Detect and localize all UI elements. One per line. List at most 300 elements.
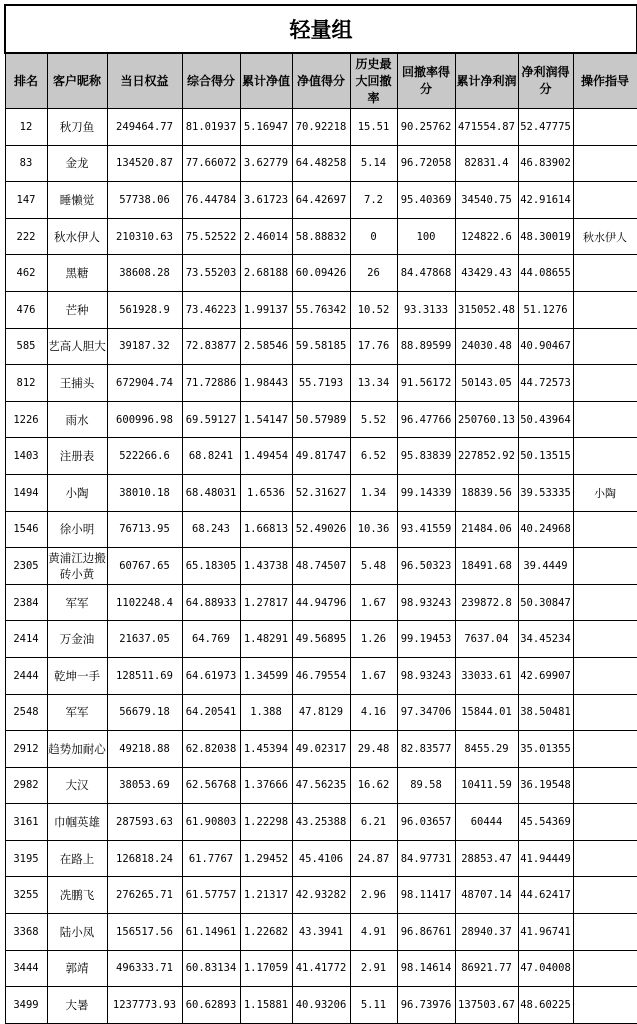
col-header-rank: 排名	[5, 53, 47, 109]
guidance-cell	[573, 328, 637, 365]
nickname-cell: 小陶	[47, 474, 107, 511]
col-header-equity: 当日权益	[107, 53, 182, 109]
nav-cell: 1.15881	[240, 987, 292, 1024]
rank-cell: 2305	[5, 548, 47, 585]
net-profit-cell: 18839.56	[455, 474, 518, 511]
nav-cell: 1.45394	[240, 731, 292, 768]
nickname-cell: 睡懒觉	[47, 182, 107, 219]
table-row	[5, 584, 637, 621]
net-profit-cell: 15844.01	[455, 694, 518, 731]
max-drawdown-cell: 13.34	[350, 365, 397, 402]
nickname-cell: 陆小凤	[47, 914, 107, 951]
profit-score-cell: 40.24968	[518, 511, 573, 548]
profit-score-cell: 51.1276	[518, 291, 573, 328]
drawdown-score-cell: 91.56172	[397, 365, 455, 402]
col-header-net-profit: 累计净利润	[455, 53, 518, 109]
rank-cell: 2444	[5, 657, 47, 694]
profit-score-cell: 40.90467	[518, 328, 573, 365]
total-score-cell: 71.72886	[182, 365, 240, 402]
drawdown-score-cell: 89.58	[397, 767, 455, 804]
max-drawdown-cell: 6.21	[350, 804, 397, 841]
nickname-cell: 冼鹏飞	[47, 877, 107, 914]
drawdown-score-cell: 99.19453	[397, 621, 455, 658]
guidance-cell	[573, 584, 637, 621]
nickname-cell: 金龙	[47, 145, 107, 182]
max-drawdown-cell: 26	[350, 255, 397, 292]
nav-score-cell: 49.56895	[292, 621, 350, 658]
equity-cell: 1102248.4	[107, 584, 182, 621]
total-score-cell: 64.88933	[182, 584, 240, 621]
drawdown-score-cell: 99.14339	[397, 474, 455, 511]
guidance-cell	[573, 694, 637, 731]
profit-score-cell: 52.47775	[518, 109, 573, 146]
net-profit-cell: 48707.14	[455, 877, 518, 914]
profit-score-cell: 39.4449	[518, 548, 573, 585]
equity-cell: 496333.71	[107, 950, 182, 987]
nav-score-cell: 45.4106	[292, 840, 350, 877]
table-row	[5, 694, 637, 731]
equity-cell: 672904.74	[107, 365, 182, 402]
nav-cell: 1.17059	[240, 950, 292, 987]
nav-cell: 1.99137	[240, 291, 292, 328]
equity-cell: 128511.69	[107, 657, 182, 694]
equity-cell: 38010.18	[107, 474, 182, 511]
profit-score-cell: 45.54369	[518, 804, 573, 841]
table-row	[5, 291, 637, 328]
nickname-cell: 巾帼英雄	[47, 804, 107, 841]
rank-cell: 3161	[5, 804, 47, 841]
rank-cell: 1226	[5, 401, 47, 438]
drawdown-score-cell: 98.93243	[397, 657, 455, 694]
total-score-cell: 64.769	[182, 621, 240, 658]
guidance-cell	[573, 401, 637, 438]
nav-score-cell: 58.88832	[292, 218, 350, 255]
drawdown-score-cell: 98.14614	[397, 950, 455, 987]
equity-cell: 287593.63	[107, 804, 182, 841]
nickname-cell: 王捕头	[47, 365, 107, 402]
equity-cell: 561928.9	[107, 291, 182, 328]
nickname-cell: 趋势加耐心	[47, 731, 107, 768]
table-row	[5, 255, 637, 292]
nickname-cell: 大暑	[47, 987, 107, 1024]
total-score-cell: 77.66072	[182, 145, 240, 182]
max-drawdown-cell: 4.16	[350, 694, 397, 731]
nav-cell: 5.16947	[240, 109, 292, 146]
guidance-cell	[573, 255, 637, 292]
total-score-cell: 61.90803	[182, 804, 240, 841]
equity-cell: 134520.87	[107, 145, 182, 182]
profit-score-cell: 50.30847	[518, 584, 573, 621]
net-profit-cell: 86921.77	[455, 950, 518, 987]
table-row	[5, 182, 637, 219]
nav-cell: 1.27817	[240, 584, 292, 621]
nickname-cell: 秋水伊人	[47, 218, 107, 255]
rank-cell: 222	[5, 218, 47, 255]
drawdown-score-cell: 82.83577	[397, 731, 455, 768]
net-profit-cell: 471554.87	[455, 109, 518, 146]
profit-score-cell: 50.43964	[518, 401, 573, 438]
drawdown-score-cell: 96.86761	[397, 914, 455, 951]
rank-cell: 3444	[5, 950, 47, 987]
max-drawdown-cell: 16.62	[350, 767, 397, 804]
nav-score-cell: 64.48258	[292, 145, 350, 182]
nickname-cell: 万金油	[47, 621, 107, 658]
table-row	[5, 877, 637, 914]
table-row	[5, 218, 637, 255]
col-header-nav: 累计净值	[240, 53, 292, 109]
nickname-cell: 大汉	[47, 767, 107, 804]
nickname-cell: 艺高人胆大	[47, 328, 107, 365]
rank-cell: 1403	[5, 438, 47, 475]
drawdown-score-cell: 96.72058	[397, 145, 455, 182]
net-profit-cell: 21484.06	[455, 511, 518, 548]
nickname-cell: 军军	[47, 694, 107, 731]
nav-cell: 3.61723	[240, 182, 292, 219]
nav-cell: 1.34599	[240, 657, 292, 694]
max-drawdown-cell: 5.52	[350, 401, 397, 438]
drawdown-score-cell: 98.11417	[397, 877, 455, 914]
guidance-cell	[573, 767, 637, 804]
total-score-cell: 61.7767	[182, 840, 240, 877]
col-header-profit-score: 净利润得分	[518, 53, 573, 109]
drawdown-score-cell: 100	[397, 218, 455, 255]
nav-cell: 1.48291	[240, 621, 292, 658]
table-row	[5, 438, 637, 475]
table-row	[5, 365, 637, 402]
profit-score-cell: 48.60225	[518, 987, 573, 1024]
max-drawdown-cell: 10.52	[350, 291, 397, 328]
nav-cell: 1.49454	[240, 438, 292, 475]
guidance-cell	[573, 365, 637, 402]
nickname-cell: 黑糖	[47, 255, 107, 292]
rank-cell: 2912	[5, 731, 47, 768]
table-row	[5, 731, 637, 768]
rank-cell: 147	[5, 182, 47, 219]
equity-cell: 49218.88	[107, 731, 182, 768]
drawdown-score-cell: 96.73976	[397, 987, 455, 1024]
equity-cell: 39187.32	[107, 328, 182, 365]
rank-cell: 462	[5, 255, 47, 292]
nav-cell: 1.98443	[240, 365, 292, 402]
col-header-total-score: 综合得分	[182, 53, 240, 109]
rank-cell: 3195	[5, 840, 47, 877]
header-row	[5, 53, 637, 109]
equity-cell: 522266.6	[107, 438, 182, 475]
max-drawdown-cell: 2.96	[350, 877, 397, 914]
max-drawdown-cell: 5.14	[350, 145, 397, 182]
nav-score-cell: 42.93282	[292, 877, 350, 914]
total-score-cell: 69.59127	[182, 401, 240, 438]
table-row	[5, 474, 637, 511]
drawdown-score-cell: 97.34706	[397, 694, 455, 731]
drawdown-score-cell: 96.47766	[397, 401, 455, 438]
guidance-cell	[573, 840, 637, 877]
ranking-sheet	[4, 4, 636, 1024]
rank-cell: 3368	[5, 914, 47, 951]
nav-score-cell: 64.42697	[292, 182, 350, 219]
profit-score-cell: 47.04008	[518, 950, 573, 987]
nav-score-cell: 44.94796	[292, 584, 350, 621]
total-score-cell: 65.18305	[182, 548, 240, 585]
profit-score-cell: 48.30019	[518, 218, 573, 255]
net-profit-cell: 8455.29	[455, 731, 518, 768]
guidance-cell	[573, 182, 637, 219]
equity-cell: 56679.18	[107, 694, 182, 731]
profit-score-cell: 39.53335	[518, 474, 573, 511]
col-header-nav-score: 净值得分	[292, 53, 350, 109]
nav-score-cell: 70.92218	[292, 109, 350, 146]
equity-cell: 210310.63	[107, 218, 182, 255]
max-drawdown-cell: 6.52	[350, 438, 397, 475]
nav-cell: 2.58546	[240, 328, 292, 365]
nav-score-cell: 43.3941	[292, 914, 350, 951]
guidance-cell: 秋水伊人	[573, 218, 637, 255]
nav-score-cell: 49.02317	[292, 731, 350, 768]
nav-score-cell: 52.49026	[292, 511, 350, 548]
rank-cell: 83	[5, 145, 47, 182]
equity-cell: 276265.71	[107, 877, 182, 914]
max-drawdown-cell: 4.91	[350, 914, 397, 951]
nav-score-cell: 52.31627	[292, 474, 350, 511]
net-profit-cell: 7637.04	[455, 621, 518, 658]
total-score-cell: 73.46223	[182, 291, 240, 328]
total-score-cell: 64.20541	[182, 694, 240, 731]
net-profit-cell: 43429.43	[455, 255, 518, 292]
equity-cell: 38608.28	[107, 255, 182, 292]
max-drawdown-cell: 0	[350, 218, 397, 255]
net-profit-cell: 82831.4	[455, 145, 518, 182]
nav-score-cell: 43.25388	[292, 804, 350, 841]
rank-cell: 585	[5, 328, 47, 365]
table-body	[5, 109, 637, 1024]
equity-cell: 21637.05	[107, 621, 182, 658]
nav-cell: 2.46014	[240, 218, 292, 255]
rank-cell: 2414	[5, 621, 47, 658]
profit-score-cell: 44.62417	[518, 877, 573, 914]
total-score-cell: 68.243	[182, 511, 240, 548]
rank-cell: 2384	[5, 584, 47, 621]
max-drawdown-cell: 29.48	[350, 731, 397, 768]
nickname-cell: 军军	[47, 584, 107, 621]
rank-cell: 3255	[5, 877, 47, 914]
total-score-cell: 72.83877	[182, 328, 240, 365]
net-profit-cell: 315052.48	[455, 291, 518, 328]
nickname-cell: 注册表	[47, 438, 107, 475]
table-row	[5, 145, 637, 182]
profit-score-cell: 46.83902	[518, 145, 573, 182]
nav-score-cell: 55.76342	[292, 291, 350, 328]
rank-cell: 3499	[5, 987, 47, 1024]
max-drawdown-cell: 1.34	[350, 474, 397, 511]
nav-score-cell: 46.79554	[292, 657, 350, 694]
total-score-cell: 73.55203	[182, 255, 240, 292]
profit-score-cell: 44.08655	[518, 255, 573, 292]
rank-cell: 476	[5, 291, 47, 328]
nav-cell: 1.54147	[240, 401, 292, 438]
table-row	[5, 950, 637, 987]
total-score-cell: 75.52522	[182, 218, 240, 255]
rank-cell: 2982	[5, 767, 47, 804]
table-title: 轻量组	[5, 5, 637, 53]
net-profit-cell: 18491.68	[455, 548, 518, 585]
table-row	[5, 109, 637, 146]
guidance-cell	[573, 145, 637, 182]
nav-score-cell: 47.8129	[292, 694, 350, 731]
guidance-cell	[573, 548, 637, 585]
profit-score-cell: 34.45234	[518, 621, 573, 658]
rank-cell: 12	[5, 109, 47, 146]
col-header-guidance: 操作指导	[573, 53, 637, 109]
rank-cell: 2548	[5, 694, 47, 731]
table-row	[5, 987, 637, 1024]
net-profit-cell: 28853.47	[455, 840, 518, 877]
col-header-drawdown-score: 回撤率得分	[397, 53, 455, 109]
profit-score-cell: 35.01355	[518, 731, 573, 768]
equity-cell: 60767.65	[107, 548, 182, 585]
max-drawdown-cell: 7.2	[350, 182, 397, 219]
equity-cell: 38053.69	[107, 767, 182, 804]
profit-score-cell: 41.94449	[518, 840, 573, 877]
nickname-cell: 芒种	[47, 291, 107, 328]
net-profit-cell: 60444	[455, 804, 518, 841]
net-profit-cell: 28940.37	[455, 914, 518, 951]
drawdown-score-cell: 95.83839	[397, 438, 455, 475]
table-row	[5, 914, 637, 951]
total-score-cell: 68.48031	[182, 474, 240, 511]
equity-cell: 249464.77	[107, 109, 182, 146]
equity-cell: 76713.95	[107, 511, 182, 548]
total-score-cell: 64.61973	[182, 657, 240, 694]
drawdown-score-cell: 98.93243	[397, 584, 455, 621]
guidance-cell	[573, 804, 637, 841]
nav-score-cell: 55.7193	[292, 365, 350, 402]
nickname-cell: 雨水	[47, 401, 107, 438]
equity-cell: 57738.06	[107, 182, 182, 219]
profit-score-cell: 36.19548	[518, 767, 573, 804]
net-profit-cell: 10411.59	[455, 767, 518, 804]
net-profit-cell: 50143.05	[455, 365, 518, 402]
nav-cell: 3.62779	[240, 145, 292, 182]
rank-cell: 1494	[5, 474, 47, 511]
drawdown-score-cell: 84.47868	[397, 255, 455, 292]
nickname-cell: 乾坤一手	[47, 657, 107, 694]
max-drawdown-cell: 15.51	[350, 109, 397, 146]
guidance-cell	[573, 109, 637, 146]
nav-cell: 1.388	[240, 694, 292, 731]
profit-score-cell: 42.69907	[518, 657, 573, 694]
total-score-cell: 68.8241	[182, 438, 240, 475]
net-profit-cell: 239872.8	[455, 584, 518, 621]
total-score-cell: 60.62893	[182, 987, 240, 1024]
profit-score-cell: 42.91614	[518, 182, 573, 219]
max-drawdown-cell: 17.76	[350, 328, 397, 365]
max-drawdown-cell: 1.67	[350, 657, 397, 694]
guidance-cell	[573, 438, 637, 475]
net-profit-cell: 227852.92	[455, 438, 518, 475]
nav-score-cell: 50.57989	[292, 401, 350, 438]
total-score-cell: 62.56768	[182, 767, 240, 804]
nav-score-cell: 49.81747	[292, 438, 350, 475]
profit-score-cell: 50.13515	[518, 438, 573, 475]
net-profit-cell: 250760.13	[455, 401, 518, 438]
drawdown-score-cell: 84.97731	[397, 840, 455, 877]
nav-score-cell: 41.41772	[292, 950, 350, 987]
drawdown-score-cell: 88.89599	[397, 328, 455, 365]
guidance-cell	[573, 950, 637, 987]
drawdown-score-cell: 96.03657	[397, 804, 455, 841]
profit-score-cell: 38.50481	[518, 694, 573, 731]
nav-cell: 1.22682	[240, 914, 292, 951]
nav-cell: 1.6536	[240, 474, 292, 511]
net-profit-cell: 137503.67	[455, 987, 518, 1024]
total-score-cell: 60.83134	[182, 950, 240, 987]
guidance-cell	[573, 621, 637, 658]
total-score-cell: 61.57757	[182, 877, 240, 914]
guidance-cell	[573, 291, 637, 328]
guidance-cell	[573, 914, 637, 951]
total-score-cell: 81.01937	[182, 109, 240, 146]
drawdown-score-cell: 90.25762	[397, 109, 455, 146]
nav-score-cell: 40.93206	[292, 987, 350, 1024]
table-row	[5, 511, 637, 548]
nav-cell: 1.22298	[240, 804, 292, 841]
nickname-cell: 秋刀鱼	[47, 109, 107, 146]
equity-cell: 126818.24	[107, 840, 182, 877]
nav-cell: 1.43738	[240, 548, 292, 585]
rank-cell: 812	[5, 365, 47, 402]
total-score-cell: 76.44784	[182, 182, 240, 219]
net-profit-cell: 33033.61	[455, 657, 518, 694]
max-drawdown-cell: 24.87	[350, 840, 397, 877]
table-row	[5, 657, 637, 694]
nickname-cell: 郭靖	[47, 950, 107, 987]
net-profit-cell: 34540.75	[455, 182, 518, 219]
nickname-cell: 在路上	[47, 840, 107, 877]
equity-cell: 600996.98	[107, 401, 182, 438]
drawdown-score-cell: 93.3133	[397, 291, 455, 328]
max-drawdown-cell: 2.91	[350, 950, 397, 987]
guidance-cell	[573, 987, 637, 1024]
guidance-cell	[573, 731, 637, 768]
table-row	[5, 401, 637, 438]
profit-score-cell: 41.96741	[518, 914, 573, 951]
table-row	[5, 840, 637, 877]
nav-cell: 1.29452	[240, 840, 292, 877]
ranking-table	[4, 4, 637, 1024]
table-row	[5, 548, 637, 585]
max-drawdown-cell: 10.36	[350, 511, 397, 548]
total-score-cell: 62.82038	[182, 731, 240, 768]
nav-score-cell: 47.56235	[292, 767, 350, 804]
drawdown-score-cell: 93.41559	[397, 511, 455, 548]
rank-cell: 1546	[5, 511, 47, 548]
nav-cell: 1.37666	[240, 767, 292, 804]
max-drawdown-cell: 1.26	[350, 621, 397, 658]
drawdown-score-cell: 96.50323	[397, 548, 455, 585]
equity-cell: 1237773.93	[107, 987, 182, 1024]
table-row	[5, 804, 637, 841]
guidance-cell	[573, 877, 637, 914]
nav-score-cell: 60.09426	[292, 255, 350, 292]
guidance-cell	[573, 511, 637, 548]
nav-score-cell: 48.74507	[292, 548, 350, 585]
max-drawdown-cell: 5.11	[350, 987, 397, 1024]
nav-score-cell: 59.58185	[292, 328, 350, 365]
table-row	[5, 621, 637, 658]
col-header-nickname: 客户昵称	[47, 53, 107, 109]
profit-score-cell: 44.72573	[518, 365, 573, 402]
nav-cell: 2.68188	[240, 255, 292, 292]
